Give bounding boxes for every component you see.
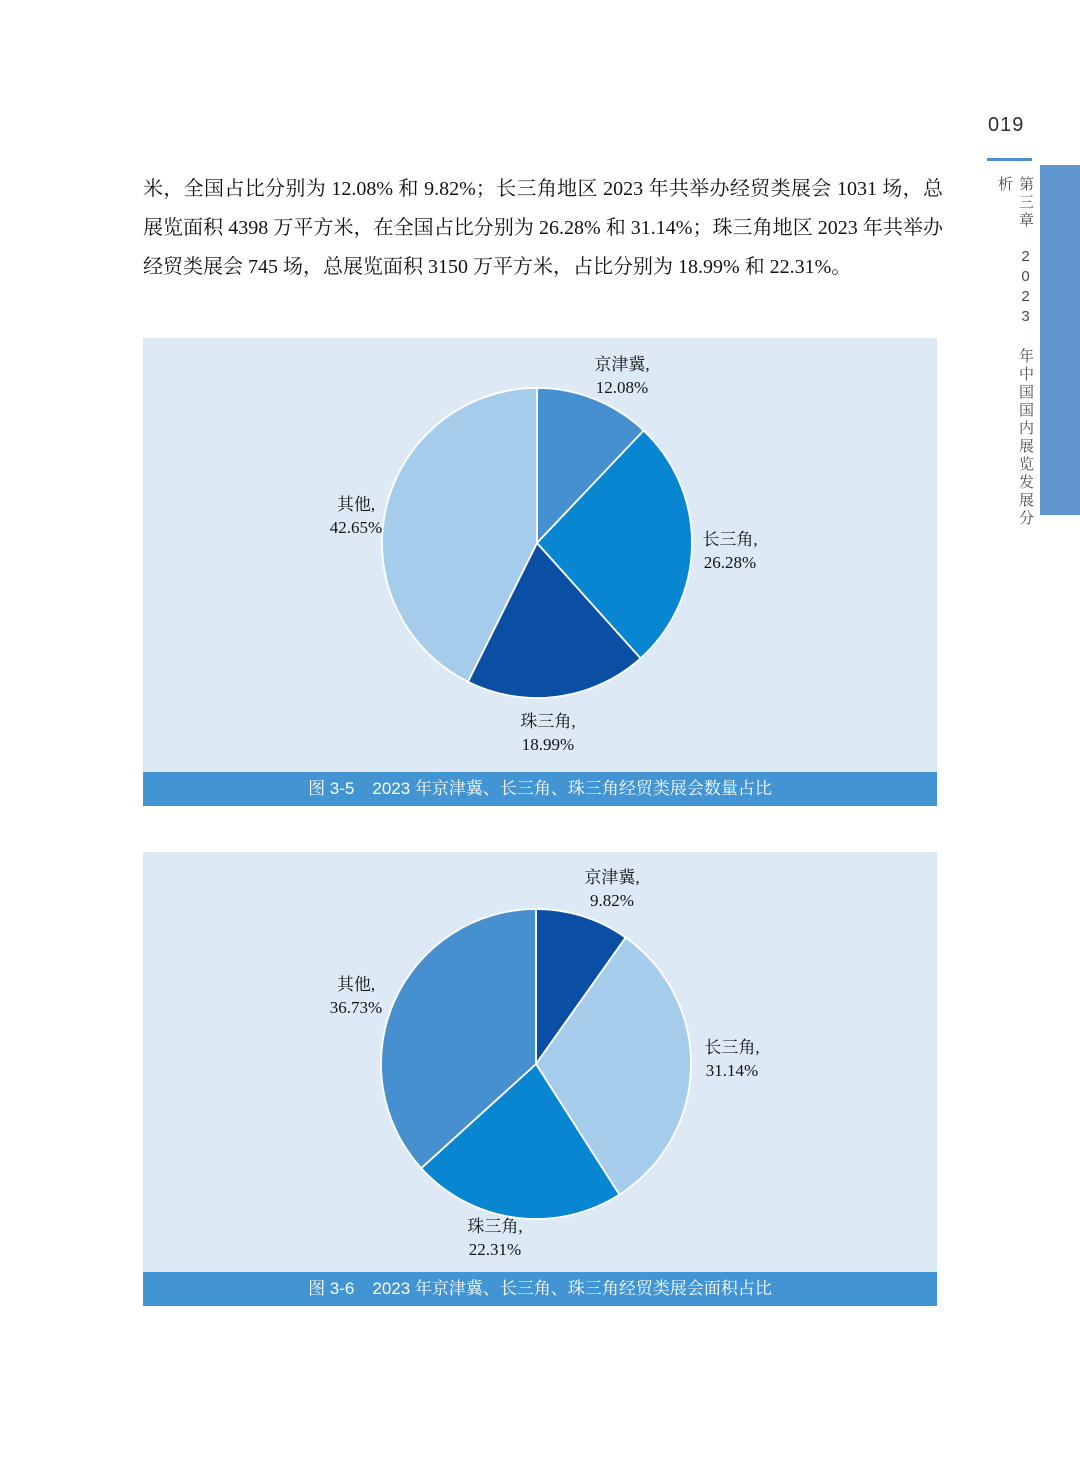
pie2-label-qita: [330, 973, 382, 1019]
pie-chart-exhibition-quantity: [377, 383, 697, 703]
figure-3-5-caption: [143, 772, 937, 806]
pie2-label-changsanjiao-value: 31.14%: [705, 1061, 759, 1080]
pie2-label-changsanjiao-name: 长三角,: [704, 1038, 760, 1057]
pie1-label-zhusanjiao-value: 18.99%: [521, 735, 575, 754]
pie1-label-jingjinji-name: 京津冀,: [594, 355, 650, 374]
pie2-label-zhusanjiao: [467, 1215, 522, 1261]
figure-3-6-plot-area: [143, 852, 937, 1272]
pie1-label-changsanjiao: [702, 528, 757, 574]
figure-3-5-caption-label: 图 3-5: [308, 779, 355, 798]
figure-3-5-panel: [143, 338, 937, 806]
pie-chart-exhibition-area: [376, 904, 696, 1224]
figure-3-5-caption-title: 2023 年京津冀、长三角、珠三角经贸类展会数量占比: [372, 779, 772, 798]
pie1-label-zhusanjiao-name: 珠三角,: [520, 712, 576, 731]
chapter-sidebar-bar: [1040, 165, 1080, 515]
chapter-sidebar-text: 第三章 2023 年中国国内展览发展分析: [996, 176, 1034, 528]
figure-3-5-plot-area: [143, 338, 937, 772]
pie2-label-jingjinji-name: 京津冀,: [584, 868, 640, 887]
figure-3-6-caption: [143, 1272, 937, 1306]
pie1-label-jingjinji: [594, 353, 649, 399]
pie2-label-jingjinji-value: 9.82%: [590, 891, 634, 910]
pie2-label-changsanjiao: [704, 1036, 759, 1082]
pie1-label-changsanjiao-name: 长三角,: [702, 530, 758, 549]
pie1-label-jingjinji-value: 12.08%: [595, 378, 649, 397]
pie1-label-qita-value: 42.65%: [329, 518, 383, 537]
pie2-label-zhusanjiao-name: 珠三角,: [467, 1217, 523, 1236]
figure-3-6-caption-label: 图 3-6: [308, 1279, 355, 1298]
page-number: 019: [988, 114, 1025, 136]
figure-3-6-caption-title: 2023 年京津冀、长三角、珠三角经贸类展会面积占比: [372, 1279, 772, 1298]
pie2-label-jingjinji: [584, 866, 639, 912]
page-number-underline: [987, 158, 1032, 161]
pie1-label-qita: [330, 493, 382, 539]
pie1-label-qita-name: 其他,: [336, 495, 376, 514]
pie2-label-zhusanjiao-value: 22.31%: [468, 1240, 522, 1259]
pie2-label-qita-value: 36.73%: [329, 998, 383, 1017]
pie2-label-qita-name: 其他,: [336, 975, 376, 994]
pie1-label-zhusanjiao: [520, 710, 575, 756]
body-paragraph: 米，全国占比分别为 12.08% 和 9.82%；长三角地区 2023 年共举办经贸类展会 1031 场，总展览面积 4398 万平方米，在全国占比分别为 26.28% 和 31.14%；珠三角地区 2023 年共举办经贸类展会 745 场，总展览面积 3150 万平方米，占比分别为 18.99% 和 22.31%。: [143, 178, 943, 278]
figure-3-6-panel: [143, 852, 937, 1306]
pie1-label-changsanjiao-value: 26.28%: [703, 553, 757, 572]
